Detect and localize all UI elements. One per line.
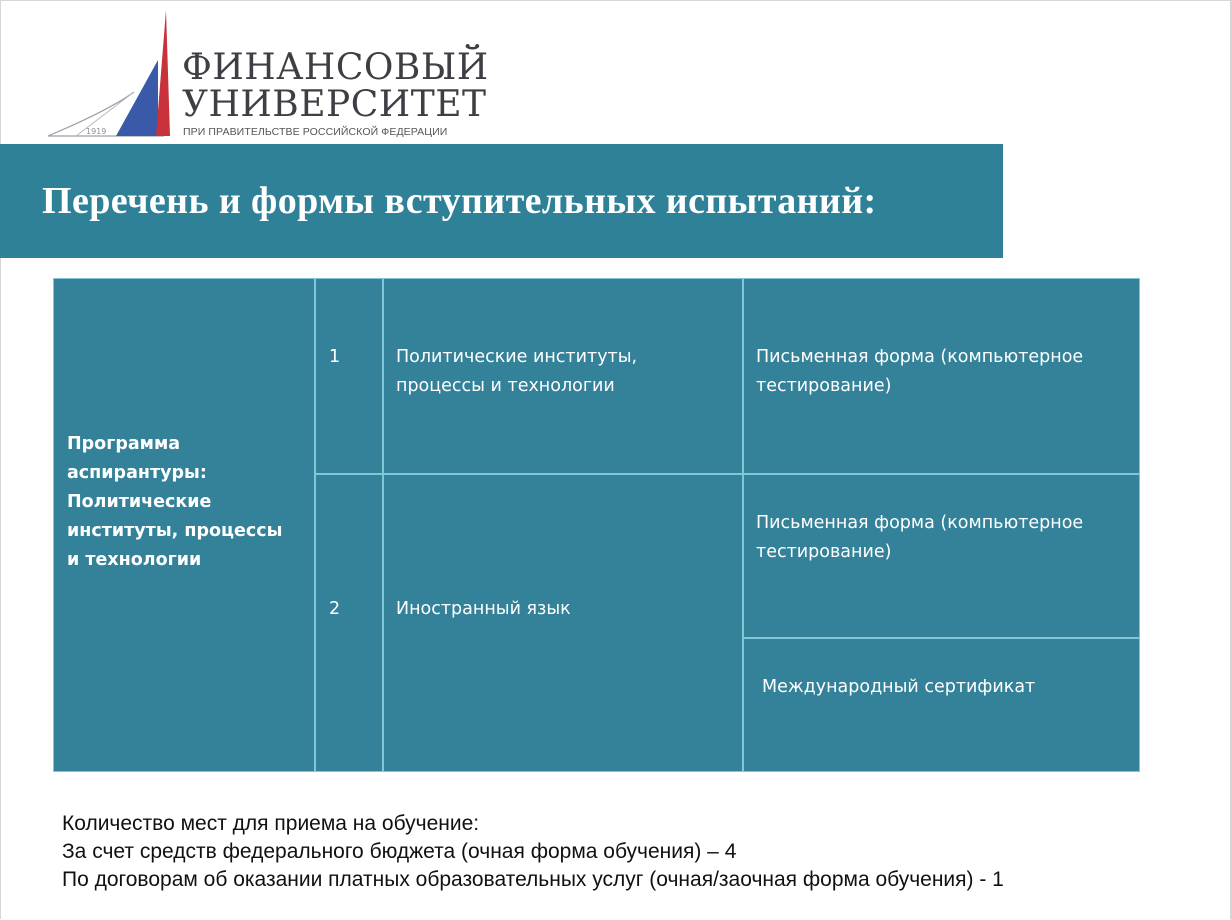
logo-name-line2: УНИВЕРСИТЕТ bbox=[182, 84, 487, 125]
table-divider bbox=[314, 279, 316, 771]
logo-mark-icon bbox=[46, 10, 181, 140]
table-divider bbox=[742, 279, 744, 771]
subject-cell: Иностранный язык bbox=[396, 599, 571, 619]
logo-subtitle: ПРИ ПРАВИТЕЛЬСТВЕ РОССИЙСКОЙ ФЕДЕРАЦИИ bbox=[183, 126, 448, 138]
program-cell: Программа аспирантуры: Политические институты, процессы и технологии bbox=[67, 434, 283, 570]
exam-form-cell: Письменная форма (компьютерное тестирование) bbox=[756, 513, 1084, 562]
table-divider bbox=[743, 637, 1139, 639]
logo-year: 1919 bbox=[86, 127, 107, 136]
title-banner bbox=[0, 144, 1003, 258]
logo-name-line1: ФИНАНСОВЫЙ bbox=[182, 47, 489, 88]
exams-table bbox=[53, 278, 1140, 772]
row-number: 2 bbox=[329, 599, 341, 619]
table-divider bbox=[382, 279, 384, 771]
university-logo bbox=[46, 10, 489, 145]
exam-form-cell: Международный сертификат bbox=[762, 677, 1036, 697]
admission-quota bbox=[62, 810, 1004, 894]
exam-form-cell: Письменная форма (компьютерное тестирование) bbox=[756, 347, 1084, 396]
quota-heading: Количество мест для приема на обучение: bbox=[62, 812, 480, 835]
subject-cell: Политические институты, процессы и технологии bbox=[396, 347, 638, 396]
page-title: Перечень и формы вступительных испытаний: bbox=[42, 180, 877, 222]
table-divider bbox=[315, 473, 1139, 475]
quota-budget: За счет средств федерального бюджета (очная форма обучения) – 4 bbox=[62, 840, 737, 863]
quota-paid: По договорам об оказании платных образовательных услуг (очная/заочная форма обучения) - 1 bbox=[62, 868, 1004, 891]
row-number: 1 bbox=[329, 347, 341, 367]
